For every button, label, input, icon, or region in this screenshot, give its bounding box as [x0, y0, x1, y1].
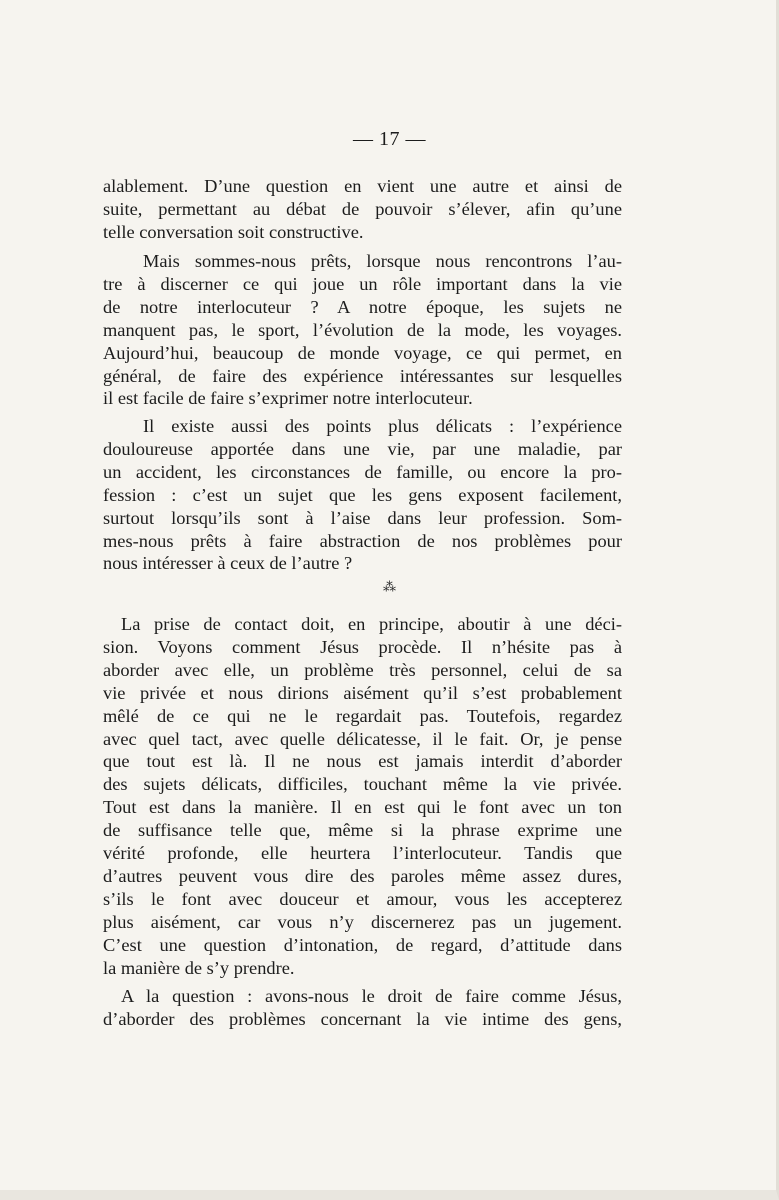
- text-line: nous intéresser à ceux de l’autre ?: [103, 553, 353, 574]
- text-line: mes-nous prêts à faire abstraction de nos problèmes pour: [103, 530, 622, 551]
- text-line: Mais sommes-nous prêts, lorsque nous rencontrons l’au-: [143, 251, 622, 271]
- text-line: s’ils le font avec douceur et amour, vous les accepterez: [103, 888, 622, 909]
- text-line: alablement. D’une question en vient une autre et ainsi de: [103, 176, 622, 196]
- text-line: suite, permettant au débat de pouvoir s’élever, afin qu’une: [103, 198, 622, 219]
- text-line: Tout est dans la manière. Il en est qui le font avec un ton: [103, 797, 622, 818]
- text-line: vie privée et nous dirions aisément qu’il s’est probablement: [103, 682, 622, 703]
- paragraph-1: [103, 175, 622, 244]
- text-line: avec quel tact, avec quelle délicatesse, il le fait. Or, je pense: [103, 728, 622, 749]
- text-line: manquent pas, le sport, l’évolution de la mode, les voyages.: [103, 319, 622, 340]
- text-line: aborder avec elle, un problème très personnel, celui de sa: [103, 659, 622, 680]
- text-line: douloureuse apportée dans une vie, par une maladie, par: [103, 438, 622, 459]
- text-line: de suffisance telle que, même si la phrase exprime une: [103, 820, 622, 841]
- text-line: d’aborder des problèmes concernant la vie intime des gens,: [103, 1008, 622, 1029]
- text-line: fession : c’est un sujet que les gens exposent facilement,: [103, 484, 622, 505]
- text-line: tre à discerner ce qui joue un rôle important dans la vie: [103, 273, 622, 294]
- text-line: C’est une question d’intonation, de regard, d’attitude dans: [103, 934, 622, 955]
- text-line: telle conversation soit constructive.: [103, 221, 364, 242]
- text-line: que tout est là. Il ne nous est jamais interdit d’aborder: [103, 751, 622, 772]
- page-number: — 17 —: [353, 128, 426, 150]
- text-line: vérité profonde, elle heurtera l’interlocuteur. Tandis que: [103, 843, 622, 864]
- text-line: de notre interlocuteur ? A notre époque, les sujets ne: [103, 296, 622, 317]
- text-line: La prise de contact doit, en principe, aboutir à une déci-: [121, 614, 622, 634]
- text-line: la manière de s’y prendre.: [103, 957, 295, 978]
- paragraph-3: [103, 415, 622, 575]
- text-line: sion. Voyons comment Jésus procède. Il n’hésite pas à: [103, 636, 622, 657]
- text-line: général, de faire des expérience intéressantes sur lesquelles: [103, 365, 622, 386]
- paragraph-5: [103, 985, 622, 1031]
- text-line: d’autres peuvent vous dire des paroles même assez dures,: [103, 865, 622, 886]
- text-line: A la question : avons-nous le droit de faire comme Jésus,: [121, 986, 622, 1006]
- text-line: Il existe aussi des points plus délicats : l’expérience: [143, 416, 622, 436]
- text-line: mêlé de ce qui ne le regardait pas. Toutefois, regardez: [103, 705, 622, 726]
- text-line: il est facile de faire s’exprimer notre interlocuteur.: [103, 388, 473, 409]
- text-line: un accident, les circonstances de famille, ou encore la pro-: [103, 461, 622, 482]
- text-line: plus aisément, car vous n’y discernerez pas un jugement.: [103, 911, 622, 932]
- paragraph-4: [103, 613, 622, 980]
- text-line: Aujourd’hui, beaucoup de monde voyage, ce qui permet, en: [103, 342, 622, 363]
- text-line: des sujets délicats, difficiles, touchant même la vie privée.: [103, 774, 622, 795]
- section-separator: ⁂: [383, 579, 396, 594]
- paragraph-2: [103, 250, 622, 410]
- text-line: surtout lorsqu’ils sont à l’aise dans leur profession. Som-: [103, 507, 622, 528]
